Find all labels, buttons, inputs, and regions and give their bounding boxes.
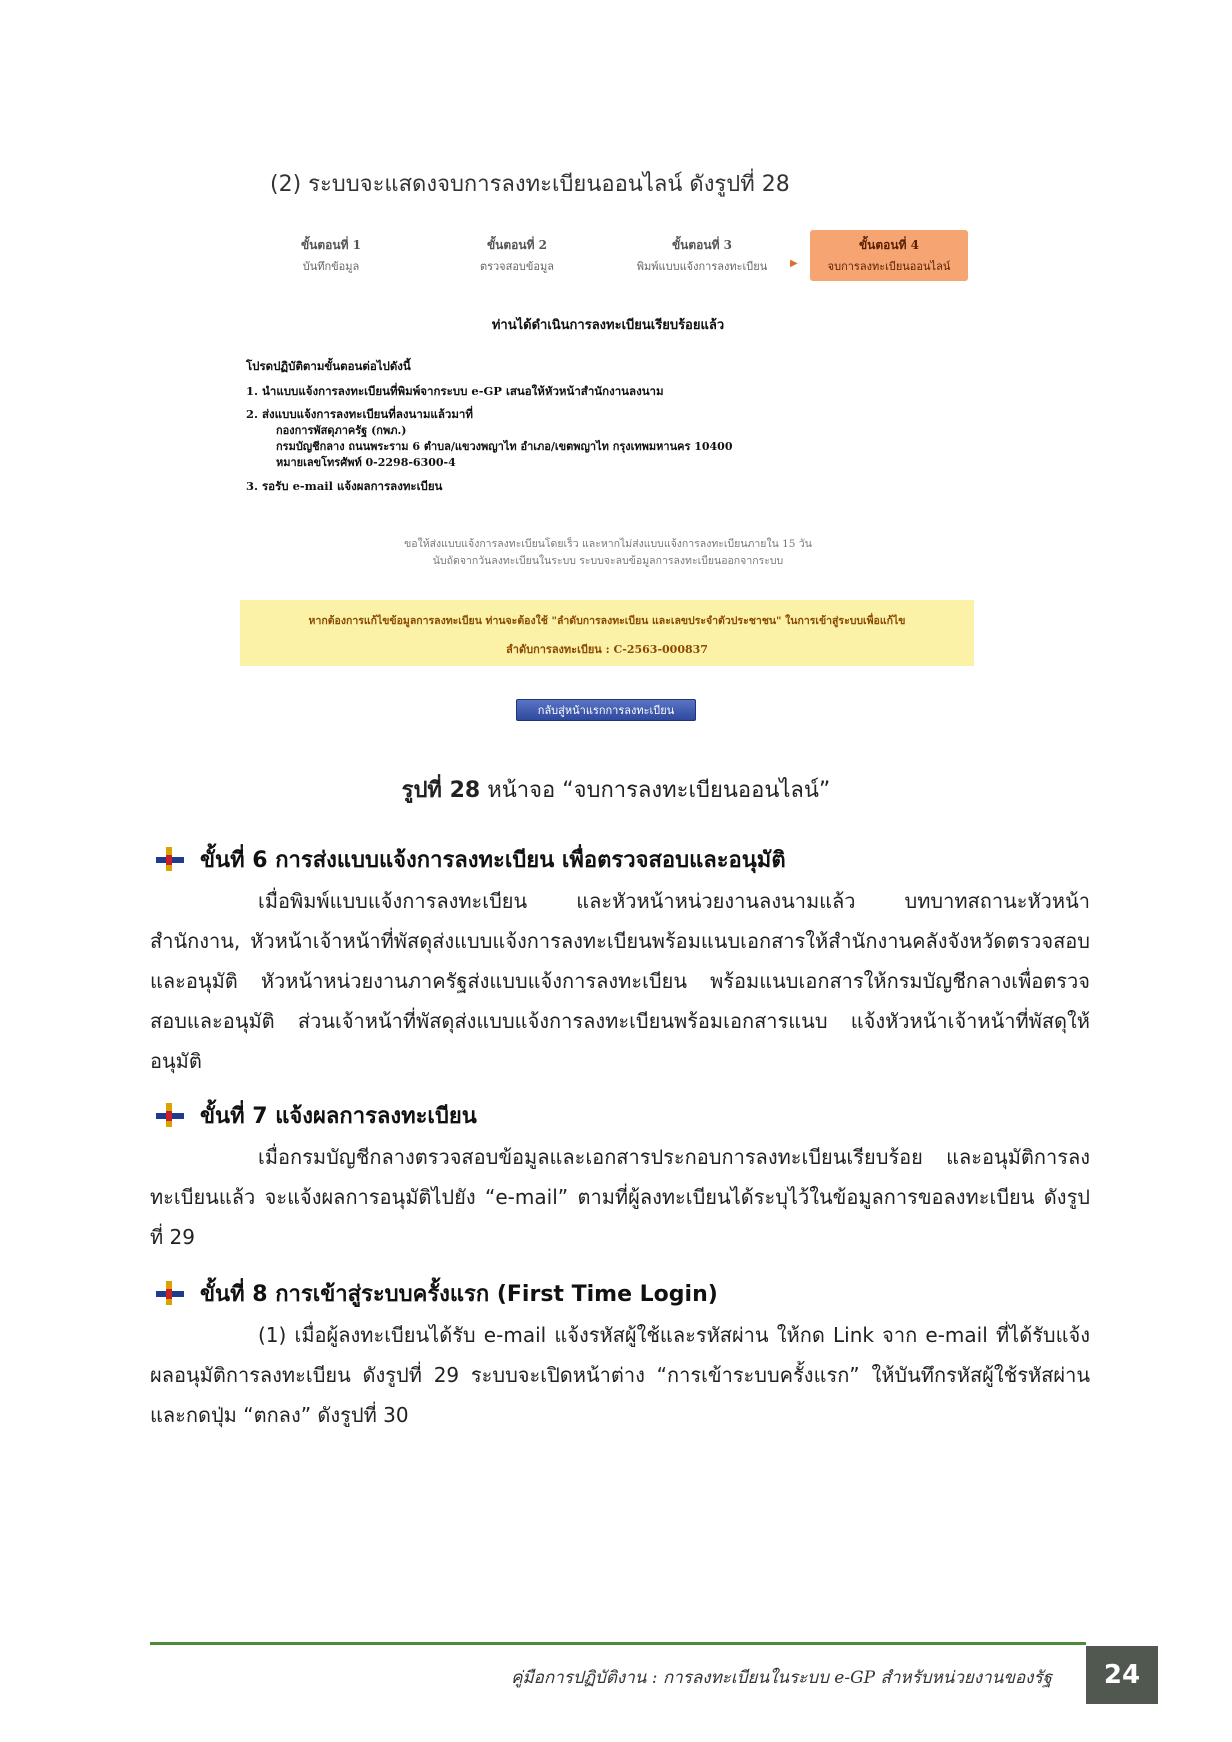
section-heading-text: ขั้นที่ 6 การส่งแบบแจ้งการลงทะเบียน เพื่อตรวจสอบและอนุมัติ — [200, 848, 786, 873]
address-line: กองการพัสดุภาครัฐ (กพภ.) — [276, 424, 407, 438]
completion-title: ท่านได้ดำเนินการลงทะเบียนเรียบร้อยแล้ว — [491, 318, 725, 333]
back-to-registration-button[interactable]: กลับสู่หน้าแรกการลงทะเบียน — [516, 699, 696, 721]
step-subtitle: จบการลงทะเบียนออนไลน์ — [827, 260, 951, 273]
bullet-cross-icon — [156, 1281, 186, 1307]
bullet-cross-icon — [156, 847, 186, 873]
section-heading — [150, 1098, 1090, 1133]
instruction-list — [246, 358, 732, 502]
section-paragraph: เมื่อพิมพ์แบบแจ้งการลงทะเบียน และหัวหน้าหน่วยงานลงนามแล้ว บทบาทสถานะหัวหน้าสำนักงาน, หัวหน้าเจ้าหน้าที่พัสดุส่งแบบแจ้งการลงทะเบียนพร้อมแนบเอกสารให้สำนักงานคลังจังหวัดตรวจสอบและอนุมัติ หัวหน้าหน่วยงานภาครัฐส่งแบบแจ้งการลงทะเบียน พร้อมแนบเอกสารให้กรมบัญชีกลางเพื่อตรวจสอบและอนุมัติ ส่วนเจ้าหน้าที่พัสดุส่งแบบแจ้งการลงทะเบียนพร้อมเอกสารแนบ แจ้งหัวหน้าเจ้าหน้าที่พัสดุให้อนุมัติ — [150, 889, 1090, 1073]
step-4-active — [810, 230, 968, 281]
note-line: ขอให้ส่งแบบแจ้งการลงทะเบียนโดยเร็ว และหากไม่ส่งแบบแจ้งการลงทะเบียนภายใน 15 วัน — [404, 538, 812, 550]
bullet-cross-icon — [156, 1103, 186, 1129]
step-title: ขั้นตอนที่ 2 — [486, 238, 548, 252]
step-1 — [246, 236, 416, 275]
edit-info-box — [240, 600, 974, 666]
instruction-item-text: 2. ส่งแบบแจ้งการลงทะเบียนที่ลงนามแล้วมาที่ — [246, 407, 473, 422]
section-body — [150, 881, 1090, 1081]
intro-text: (2) ระบบจะแสดงจบการลงทะเบียนออนไลน์ ดังรูปที่ 28 — [270, 172, 790, 197]
step-title: ขั้นตอนที่ 3 — [671, 238, 733, 252]
edit-info-text: หากต้องการแก้ไขข้อมูลการลงทะเบียน ท่านจะต้องใช้ "ลำดับการลงทะเบียน และเลขประจำตัวประชาชน" ในการเข้าสู่ระบบเพื่อแก้ไข — [308, 615, 906, 627]
section-body — [150, 1137, 1090, 1257]
figure-caption — [0, 772, 1232, 807]
section-body — [150, 1315, 1090, 1435]
step-3 — [617, 236, 787, 275]
screenshot-figure — [232, 228, 984, 728]
address-line: กรมบัญชีกลาง ถนนพระราม 6 ตำบล/แขวงพญาไท อำเภอ/เขตพญาไท กรุงเทพมหานคร 10400 — [276, 439, 733, 453]
section-paragraph: เมื่อกรมบัญชีกลางตรวจสอบข้อมูลและเอกสารประกอบการลงทะเบียนเรียบร้อย และอนุมัติการลงทะเบียนแล้ว จะแจ้งผลการอนุมัติไปยัง “e-mail” ตามที่ผู้ลงทะเบียนได้ระบุไว้ในข้อมูลการขอลงทะเบียน ดังรูปที่ 29 — [150, 1145, 1090, 1249]
instruction-lead: โปรดปฏิบัติตามขั้นตอนต่อไปดังนี้ — [246, 359, 411, 373]
caption-text: หน้าจอ “จบการลงทะเบียนออนไลน์” — [480, 778, 831, 803]
address-line: หมายเลขโทรศัพท์ 0-2298-6300-4 — [276, 455, 456, 469]
section-heading — [150, 842, 1090, 877]
step-title: ขั้นตอนที่ 1 — [300, 238, 362, 252]
caption-label: รูปที่ 28 — [401, 778, 481, 803]
step-subtitle: พิมพ์แบบแจ้งการลงทะเบียน — [636, 260, 768, 273]
section-heading-text: ขั้นที่ 8 การเข้าสู่ระบบครั้งแรก (First Time Login) — [200, 1282, 718, 1307]
step-subtitle: บันทึกข้อมูล — [302, 260, 360, 273]
section-step-8 — [150, 1276, 1090, 1435]
step-indicator — [232, 236, 984, 296]
registration-number: ลำดับการลงทะเบียน : C-2563-000837 — [506, 643, 708, 656]
step-2 — [432, 236, 602, 275]
footer-divider — [150, 1642, 1086, 1645]
instruction-item: 3. รอรับ e-mail แจ้งผลการลงทะเบียน — [246, 478, 443, 493]
section-heading — [150, 1276, 1090, 1311]
instruction-item — [246, 406, 732, 470]
arrow-right-icon: ▶ — [790, 258, 798, 269]
page-number: 24 — [1086, 1646, 1158, 1704]
note-line: นับถัดจากวันลงทะเบียนในระบบ ระบบจะลบข้อมูลการลงทะเบียนออกจากระบบ — [432, 554, 784, 567]
deadline-note — [232, 536, 984, 570]
footer-title: คู่มือการปฏิบัติงาน : การลงทะเบียนในระบบ e-GP สำหรับหน่วยงานของรัฐ — [511, 1668, 1052, 1688]
step-subtitle: ตรวจสอบข้อมูล — [479, 260, 555, 273]
section-heading-text: ขั้นที่ 7 แจ้งผลการลงทะเบียน — [200, 1104, 477, 1129]
section-paragraph: (1) เมื่อผู้ลงทะเบียนได้รับ e-mail แจ้งรหัสผู้ใช้และรหัสผ่าน ให้กด Link จาก e-mail ที่ได้รับแจ้งผลอนุมัติการลงทะเบียน ดังรูปที่ 29 ระบบจะเปิดหน้าต่าง “การเข้าระบบครั้งแรก” ให้บันทึกรหัสผู้ใช้รหัสผ่าน และกดปุ่ม “ตกลง” ดังรูปที่ 30 — [150, 1323, 1090, 1427]
instruction-item: 1. นำแบบแจ้งการลงทะเบียนที่พิมพ์จากระบบ e-GP เสนอให้หัวหน้าสำนักงานลงนาม — [246, 383, 664, 398]
section-step-7 — [150, 1098, 1090, 1257]
section-step-6 — [150, 842, 1090, 1081]
step-title: ขั้นตอนที่ 4 — [858, 238, 920, 252]
